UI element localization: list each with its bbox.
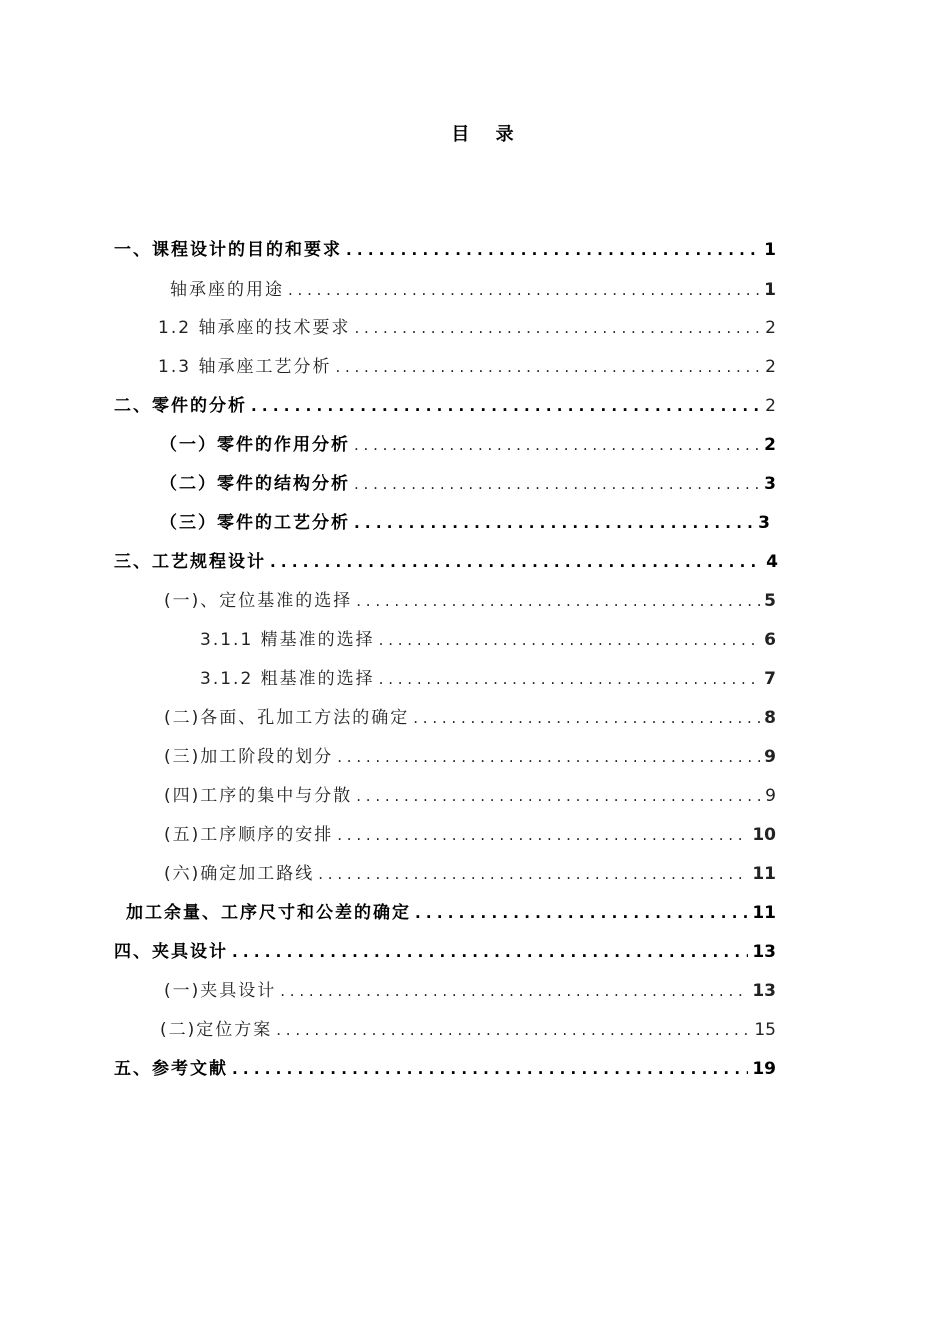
toc-entry-label: (六)确定加工路线 — [164, 864, 315, 884]
toc-page-number: 10 — [752, 825, 776, 845]
toc-entry-label: (二)定位方案 — [160, 1020, 273, 1040]
toc-page-number: 3 — [764, 474, 776, 494]
toc-leader — [379, 626, 760, 654]
toc-entry-label: 五、参考文献 — [114, 1059, 228, 1079]
toc-page-number: 8 — [764, 708, 776, 728]
toc-entry-label: (三)加工阶段的划分 — [164, 747, 334, 767]
toc-entry[interactable] — [170, 276, 776, 304]
toc-entry-label: （三）零件的工艺分析 — [160, 513, 350, 533]
toc-title: 目 录 — [451, 124, 524, 145]
toc-entry[interactable] — [164, 977, 776, 1005]
toc-page-number: 15 — [754, 1020, 776, 1040]
toc-entry-label: (二)各面、孔加工方法的确定 — [164, 708, 410, 728]
toc-entry-label: (五)工序顺序的安排 — [164, 825, 334, 845]
toc-page-number: 13 — [752, 981, 776, 1001]
toc-leader — [354, 431, 760, 459]
toc-page-number: 9 — [765, 786, 776, 806]
toc-entry[interactable] — [200, 665, 776, 693]
toc-leader — [335, 353, 761, 381]
toc-page-number: 5 — [764, 591, 776, 611]
toc-entry-label: 加工余量、工序尺寸和公差的确定 — [126, 903, 411, 923]
toc-entry-label: (四)工序的集中与分散 — [164, 786, 353, 806]
toc-leader — [354, 509, 754, 537]
toc-entry[interactable] — [160, 1016, 776, 1044]
toc-entry[interactable] — [114, 548, 778, 576]
toc-entry[interactable] — [160, 509, 770, 537]
toc-leader — [415, 899, 748, 927]
toc-page-number: 1 — [764, 240, 776, 260]
toc-page-number: 13 — [752, 942, 776, 962]
toc-entry-label: 一、课程设计的目的和要求 — [114, 240, 342, 260]
toc-entry[interactable] — [164, 704, 776, 732]
toc-entry-label: (一)夹具设计 — [164, 981, 277, 1001]
toc-page-number: 11 — [752, 903, 776, 923]
toc-entry[interactable] — [164, 587, 776, 615]
toc-leader — [356, 587, 760, 615]
toc-entry-label: 轴承座的用途 — [170, 280, 284, 300]
toc-entry[interactable] — [164, 743, 776, 771]
toc-page-number: 11 — [752, 864, 776, 884]
toc-entry[interactable] — [114, 1055, 776, 1083]
toc-entry[interactable] — [160, 470, 776, 498]
toc-entry[interactable] — [114, 392, 776, 420]
toc-entry-label: 3.1.1 精基准的选择 — [200, 630, 375, 650]
toc-leader — [232, 1055, 748, 1083]
toc-leader — [379, 665, 760, 693]
toc-leader — [413, 704, 760, 732]
toc-leader — [337, 821, 748, 849]
toc-leader — [232, 938, 748, 966]
toc-page-number: 3 — [758, 513, 770, 533]
toc-leader — [354, 470, 760, 498]
toc-entry-label: 四、夹具设计 — [114, 942, 228, 962]
toc-page-number: 2 — [765, 396, 776, 416]
toc-page-number: 2 — [764, 435, 776, 455]
toc-leader — [280, 977, 748, 1005]
toc-entry-label: 三、工艺规程设计 — [114, 552, 266, 572]
toc-leader — [346, 236, 760, 264]
toc-page-number: 9 — [764, 747, 776, 767]
toc-leader — [318, 860, 748, 888]
toc-page-number: 6 — [764, 630, 776, 650]
toc-entry-label: （二）零件的结构分析 — [160, 474, 350, 494]
toc-leader — [354, 314, 761, 342]
toc-entry[interactable] — [114, 938, 776, 966]
toc-entry[interactable] — [160, 431, 776, 459]
toc-entry-label: 1.2 轴承座的技术要求 — [158, 318, 351, 338]
toc-page-number: 2 — [765, 357, 776, 377]
toc-entry-label: (一)、定位基准的选择 — [164, 591, 353, 611]
toc-leader — [288, 276, 760, 304]
toc-entry[interactable] — [158, 314, 776, 342]
toc-entry[interactable] — [114, 236, 776, 264]
toc-page-number: 2 — [765, 318, 776, 338]
toc-page-number: 7 — [764, 669, 776, 689]
toc-leader — [356, 782, 761, 810]
toc-entry[interactable] — [164, 860, 776, 888]
toc-entry[interactable] — [164, 782, 776, 810]
toc-page-number: 19 — [752, 1059, 776, 1079]
toc-entry[interactable] — [200, 626, 776, 654]
toc-entry[interactable] — [158, 353, 776, 381]
toc-leader — [276, 1016, 750, 1044]
toc-entry-label: 3.1.2 粗基准的选择 — [200, 669, 375, 689]
toc-entry-label: （一）零件的作用分析 — [160, 435, 350, 455]
toc-leader — [337, 743, 760, 771]
toc-leader — [270, 548, 762, 576]
toc-entry[interactable] — [126, 899, 776, 927]
toc-leader — [251, 392, 761, 420]
toc-page-number: 4 — [766, 552, 778, 572]
toc-entry-label: 二、零件的分析 — [114, 396, 247, 416]
toc-entry[interactable] — [164, 821, 776, 849]
toc-entry-label: 1.3 轴承座工艺分析 — [158, 357, 332, 377]
toc-page-number: 1 — [764, 280, 776, 300]
